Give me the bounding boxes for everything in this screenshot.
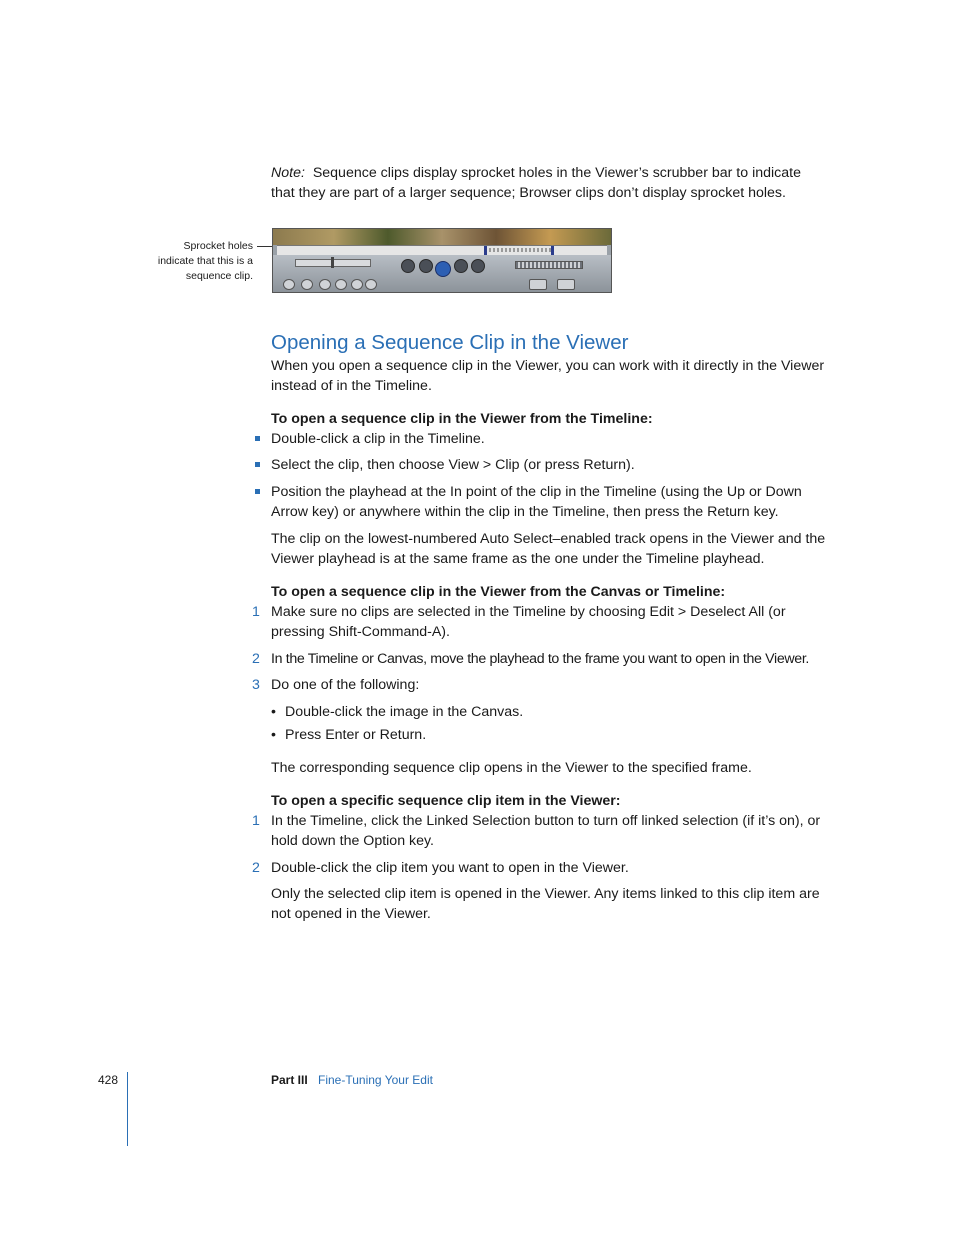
section-heading: Opening a Sequence Clip in the Viewer bbox=[271, 331, 629, 354]
caption-line: sequence clip. bbox=[185, 270, 253, 282]
playhead-marker-icon bbox=[551, 246, 554, 255]
mark-clip-icon bbox=[301, 279, 313, 290]
caption-leader-line bbox=[257, 246, 273, 247]
caption-line: Sprocket holes bbox=[183, 240, 253, 252]
footer-part-title: Fine-Tuning Your Edit bbox=[318, 1073, 433, 1087]
section-intro: When you open a sequence clip in the Viewer, you can work with it directly in the Viewer instead of in the Timeline. bbox=[271, 358, 825, 394]
step-text: In the Timeline, click the Linked Selection button to turn off linked selection (if it’s on), or hold down the Option key. bbox=[271, 813, 821, 849]
jog-control bbox=[515, 261, 583, 269]
step-text: Double-click the clip item you want to open in the Viewer. bbox=[271, 860, 629, 876]
in-point-marker-icon bbox=[484, 246, 487, 255]
note-label: Note: bbox=[271, 165, 305, 181]
bullet-icon bbox=[255, 489, 260, 494]
sprocket-holes bbox=[489, 248, 553, 252]
mark-in-icon bbox=[351, 279, 363, 290]
recent-clips-icon bbox=[529, 279, 547, 290]
shuttle-control bbox=[295, 259, 371, 267]
procedure-result: The corresponding sequence clip opens in the Viewer to the specified frame. bbox=[271, 760, 752, 776]
mark-out-icon bbox=[365, 279, 377, 290]
sub-list-item: Double-click the image in the Canvas. bbox=[285, 704, 524, 720]
caption-line: indicate that this is a bbox=[157, 255, 253, 267]
step-text: In the Timeline or Canvas, move the playhead to the frame you want to open in the Viewer. bbox=[271, 651, 809, 667]
step-text: Do one of the following: bbox=[271, 677, 420, 693]
step-number: 2 bbox=[252, 860, 260, 876]
procedure-title: To open a specific sequence clip item in the Viewer: bbox=[271, 793, 621, 809]
video-frame-strip bbox=[273, 229, 611, 245]
step-number: 3 bbox=[252, 677, 260, 693]
play-icon bbox=[435, 261, 451, 277]
add-keyframe-icon bbox=[319, 279, 331, 290]
list-item: Position the playhead at the In point of the clip in the Timeline (using the Up or Down Arrow key) or anywhere within the clip in the Timeline, then press the Return key. bbox=[271, 484, 802, 520]
bullet-icon bbox=[255, 462, 260, 467]
page-number: 428 bbox=[98, 1073, 119, 1087]
step-number: 2 bbox=[252, 651, 260, 667]
play-in-to-out-icon bbox=[419, 259, 433, 273]
note-text: Sequence clips display sprocket holes in the Viewer’s scrubber bar to indicate that they are part of a larger sequence; Browser clips don’t display sprocket holes. bbox=[271, 165, 801, 201]
procedure-followup: The clip on the lowest-numbered Auto Select–enabled track opens in the Viewer and the Viewer playhead is at the same frame as the one under the Timeline playhead. bbox=[271, 531, 826, 567]
list-item: Double-click a clip in the Timeline. bbox=[271, 431, 485, 447]
footer-rule bbox=[127, 1072, 128, 1146]
match-frame-icon bbox=[283, 279, 295, 290]
viewer-screenshot bbox=[272, 228, 612, 293]
transport-controls bbox=[273, 255, 611, 292]
step-number: 1 bbox=[252, 813, 260, 829]
bullet-icon bbox=[255, 436, 260, 441]
procedure-title: To open a sequence clip in the Viewer from the Canvas or Timeline: bbox=[271, 584, 726, 600]
shuttle-knob-icon bbox=[331, 257, 334, 268]
note-paragraph bbox=[271, 163, 826, 203]
sub-list-item: Press Enter or Return. bbox=[285, 727, 427, 743]
previous-edit-icon bbox=[401, 259, 415, 273]
generator-icon bbox=[557, 279, 575, 290]
list-item: Select the clip, then choose View > Clip (or press Return). bbox=[271, 457, 635, 473]
play-around-icon bbox=[454, 259, 468, 273]
procedure-result: Only the selected clip item is opened in the Viewer. Any items linked to this clip item are not opened in the Viewer. bbox=[271, 886, 820, 922]
add-marker-icon bbox=[335, 279, 347, 290]
procedure-title: To open a sequence clip in the Viewer from the Timeline: bbox=[271, 411, 653, 427]
footer-part: Part III bbox=[271, 1073, 308, 1087]
bullet-dot-icon: • bbox=[271, 704, 276, 720]
next-edit-icon bbox=[471, 259, 485, 273]
bullet-dot-icon: • bbox=[271, 727, 276, 743]
figure-caption bbox=[140, 239, 253, 284]
step-number: 1 bbox=[252, 604, 260, 620]
step-text: Make sure no clips are selected in the Timeline by choosing Edit > Deselect All (or pressing Shift-Command-A). bbox=[271, 604, 786, 640]
